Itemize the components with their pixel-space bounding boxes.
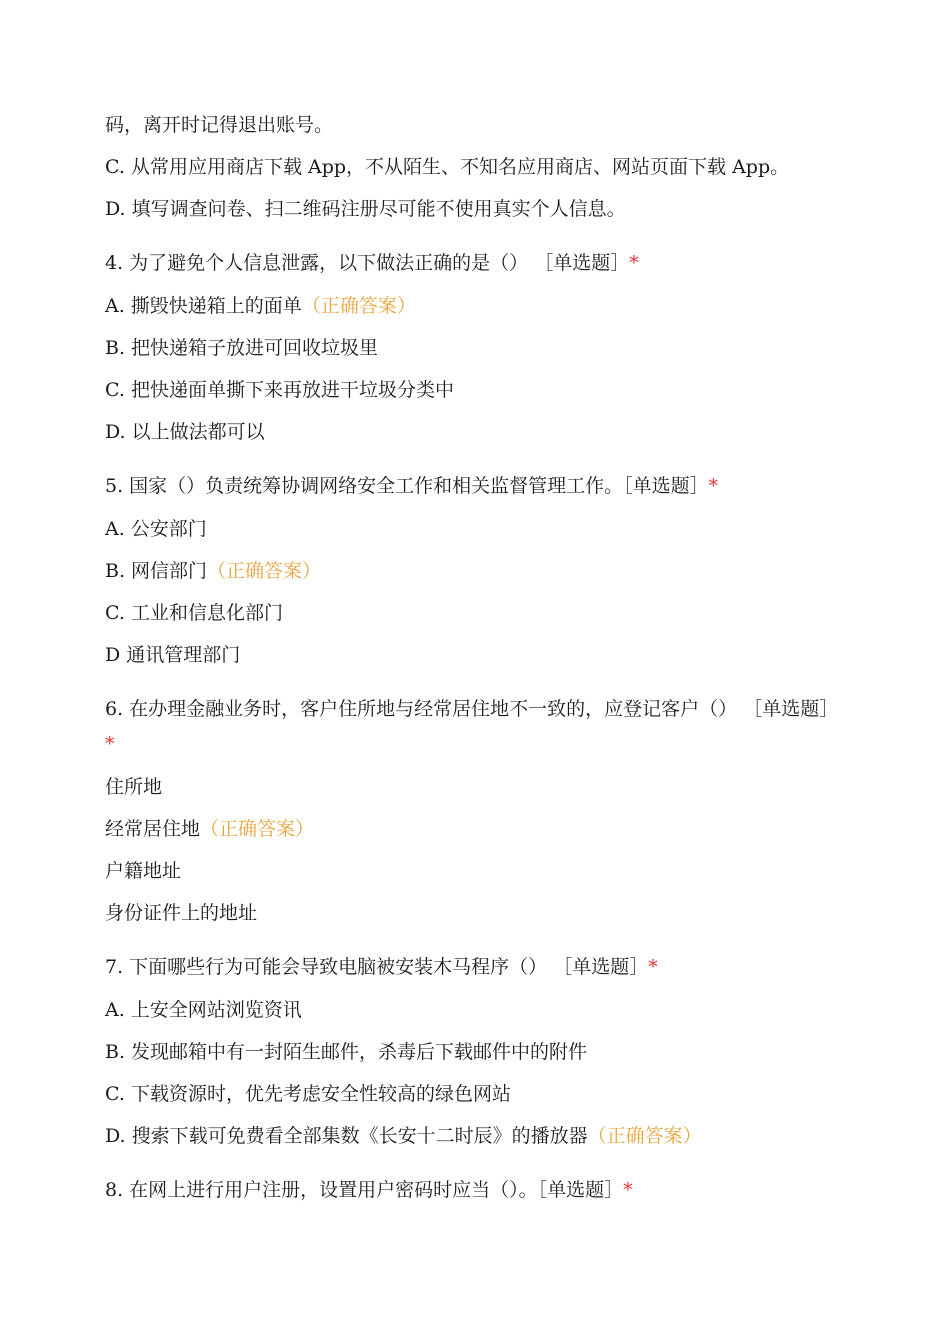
option-b: B. 发现邮箱中有一封陌生邮件，杀毒后下载邮件中的附件 [105,1041,588,1063]
option-d: D 通讯管理部门 [105,644,241,666]
question-4 [105,246,845,281]
option-c: C. 工业和信息化部门 [105,602,283,624]
option-a: 住所地 [105,776,163,798]
option-d: D. 填写调查问卷、扫二维码注册尽可能不使用真实个人信息。 [105,198,626,220]
required-mark: * [629,252,639,274]
option-a: A. 撕毁快递箱上的面单（正确答案） [105,295,416,317]
continuation-line: 码，离开时记得退出账号。 [105,114,334,136]
option-d: 身份证件上的地址 [105,902,258,924]
question-6 [105,692,845,762]
question-5 [105,469,845,504]
option-c: 户籍地址 [105,860,182,882]
required-mark: * [708,475,719,497]
question-title: 4. 为了避免个人信息泄露，以下做法正确的是（） ［单选题］ [105,252,630,274]
option-b: B. 网信部门（正确答案） [105,560,322,582]
question-7 [105,950,845,985]
option-c: C. 把快递面单撕下来再放进干垃圾分类中 [105,379,454,401]
option-b: B. 把快递箱子放进可回收垃圾里 [105,337,379,359]
document-page [105,108,845,1208]
option-c: C. 下载资源时，优先考虑安全性较高的绿色网站 [105,1083,511,1105]
option-c: C. 从常用应用商店下载 App，不从陌生、不知名应用商店、网站页面下载 App。 [105,156,790,178]
question-title: 5. 国家（）负责统筹协调网络安全工作和相关监督管理工作。［单选题］ [105,475,709,497]
option-d: D. 搜索下载可免费看全部集数《长安十二时辰》的播放器（正确答案） [105,1125,702,1147]
correct-answer-label: （正确答案） [200,818,315,840]
option-a: A. 上安全网站浏览资讯 [105,999,302,1021]
question-title: 6. 在办理金融业务时，客户住所地与经常居住地不一致的，应登记客户（） ［单选题］ [105,698,839,720]
correct-answer-label: （正确答案） [207,560,322,582]
required-mark: * [623,1179,633,1201]
question-title: 7. 下面哪些行为可能会导致电脑被安装木马程序（） ［单选题］ [105,956,649,978]
required-mark: * [105,733,115,755]
question-title: 8. 在网上进行用户注册，设置用户密码时应当（）。［单选题］ [105,1179,624,1201]
option-a: A. 公安部门 [105,518,207,540]
option-b: 经常居住地（正确答案） [105,818,315,840]
question-8 [105,1173,845,1208]
required-mark: * [648,956,658,978]
correct-answer-label: （正确答案） [587,1125,702,1147]
option-d: D. 以上做法都可以 [105,421,265,443]
correct-answer-label: （正确答案） [301,295,416,317]
